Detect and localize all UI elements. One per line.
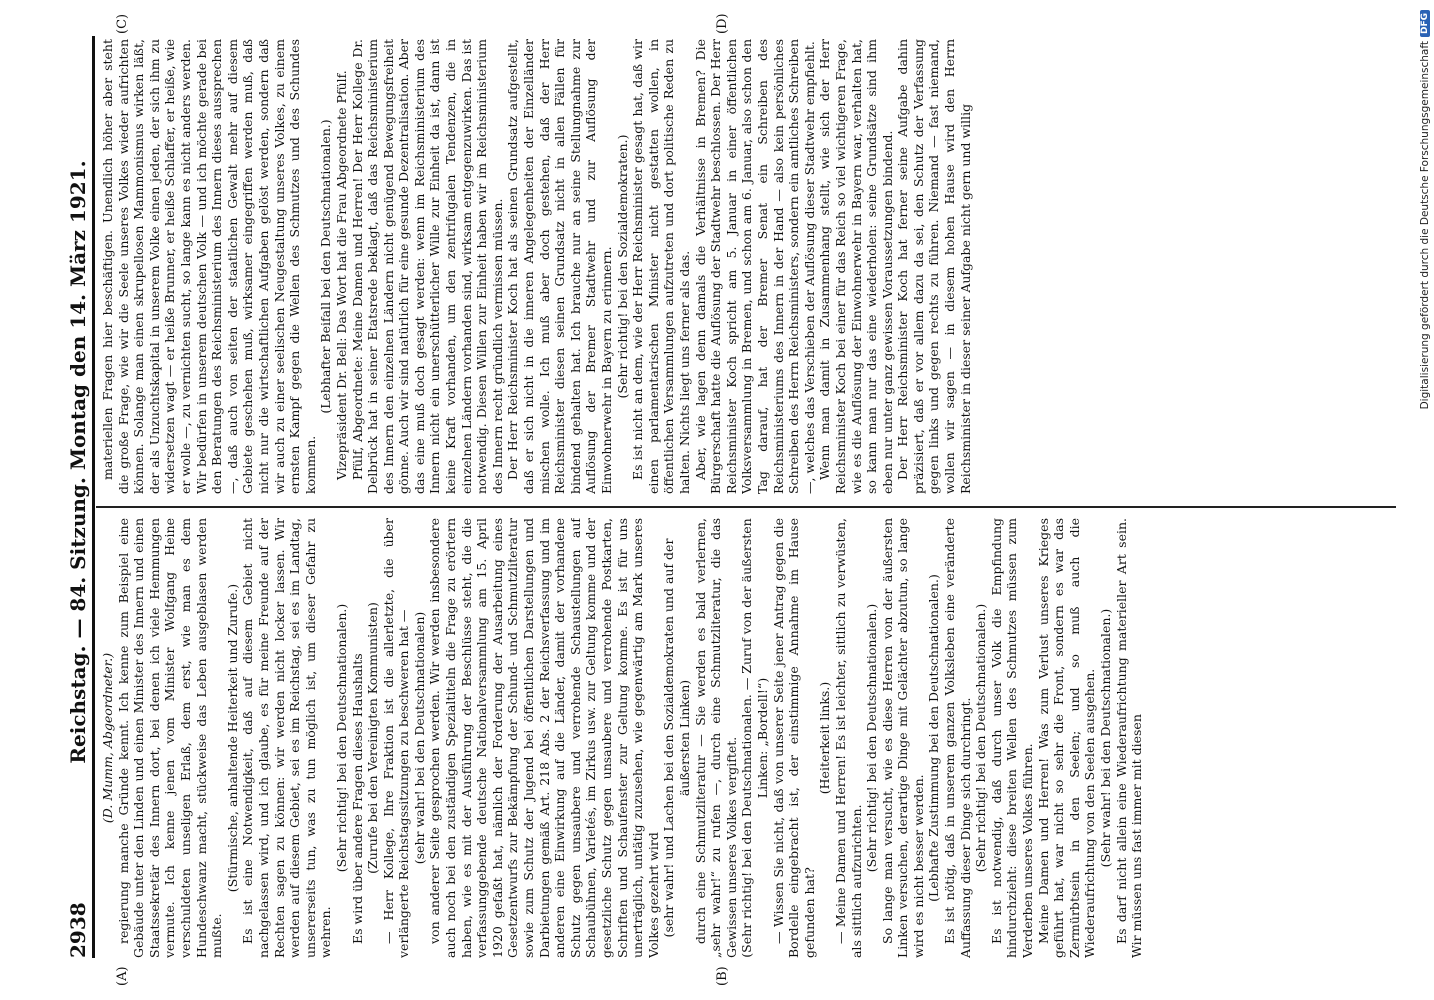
digitization-credit: [1418, 10, 1432, 990]
left-column: [100, 518, 1390, 958]
body-paragraph: Es ist notwendig, daß durch unser Volk die Empfindung hindurchzieht: diese breiten Wellen des Schmutzes müssen zum Verderben unseres Volkes führen.: [988, 518, 1036, 958]
stage-direction: (Lebhafte Zustimmung bei den Deutschnationalen.): [926, 574, 942, 902]
body-paragraph: Es wird über andere Fragen dieses Haushalts: [349, 653, 365, 944]
body-paragraph: So lange man versucht, wie es diese Herren von der äußersten Linken versuchen, derartige Dinge mit Gelächter abzutun, so lange wird es nicht besser werden.: [879, 518, 926, 958]
stage-direction: (Stürmische, anhaltende Heiterkeit und Zurufe.): [224, 583, 240, 893]
column-divider: [96, 506, 1396, 508]
body-paragraph: Der Herr Reichsminister Koch hat ferner seine Aufgabe dahin präzisiert, daß er vor allem dazu da sei, den Schutz der Verfassung gegen links und gegen rechts zu führen. Niemand — fast niemand, wollen wir sagen — in diesem hohen Hause wird den Herrn Reichsminister in dieser seiner Aufgabe nicht gern und willig: [895, 39, 973, 494]
body-paragraph: — Meine Damen und Herren! Es ist leichter, sittlich zu verwüsten, als sittlich aufzurichten.: [832, 518, 864, 958]
stage-direction: (Sehr richtig! bei den Deutschnationalen.): [864, 603, 880, 873]
stage-direction: (Sehr richtig! bei den Deutschnationalen. — Zuruf von der äußersten Linken: „Bordell!“): [739, 518, 770, 958]
body-paragraph: Der Herr Reichsminister Koch hat als seinen Grundsatz aufgestellt, daß er sich nicht in die inneren Angelegenheiten der Einzelländer mischen wolle. Ich muß aber doch gestehen, daß der Herr Reichsminister diesen seinen Grundsatz nicht in allen Fällen für bindend gehalten hat. Ich brauche nur an seine Stellungnahme zur Auflösung der Bremer Stadtwehr und zur Auflösung der Einwohnerwehr in Bayern zu erinnern.: [505, 39, 614, 494]
body-paragraph: Es ist nötig, daß in unserem ganzen Volksleben eine veränderte Auffassung dieser Dinge sich durchringt.: [942, 518, 973, 958]
body-paragraph: Es ist eine Notwendigkeit, daß auf diesem Gebiet nicht nachgelassen wird, und ich glaube, es für meine Freunde auf der Rechten sagen zu können: wir werden nicht locker lassen. Wir werden auf diesem Gebiet, sei es im Reichstag, sei es im Landtag, unsererseits tun, was zu tun möglich ist, um dieser Gefahr zu wehren.: [240, 518, 334, 958]
body-paragraph: Vizepräsident Dr. Bell: Das Wort hat die Frau Abgeordnete Pfülf.: [333, 70, 349, 480]
stage-direction: (sehr wahr! bei den Deutschnationalen): [411, 611, 427, 865]
stage-direction: (D. Mumm, Abgeordneter.): [100, 652, 115, 824]
body-paragraph: — Herr Kollege, Ihre Fraktion ist die allerletzte, die über verlängerte Reichstagssitzungen zu beschweren hat —: [380, 518, 412, 958]
stage-direction: (Lebhafter Beifall bei den Deutschnationalen.): [318, 119, 334, 414]
header-rule: [92, 36, 95, 958]
body-paragraph: Es ist nicht an dem, wie der Herr Reichsminister gesagt hat, daß wir einen parlamentarischen Minister nicht gestatten wollen, in öffentlichen Versammlungen aufzutreten und dort politische Reden zu halten. Nichts liegt uns ferner als das.: [630, 39, 692, 494]
margin-mark-b: (B): [715, 966, 730, 986]
body-paragraph: materiellen Fragen hier beschäftigen. Unendlich höher aber steht die große Frage, wie wir die Seele unseres Volkes wieder aufrichten können. Solange man einen skrupellosen Mammonismus wirken läßt, der als Unzuchtskapital in unserem Volke einen jeden, der sich ihm zu widersetzen wagt — er heiße Brunner, er heiße Schlaffer, er heiße, wie er wolle —, zu vernichten sucht, so lange kann es nicht anders werden. Wir bedürfen in unserem deutschen Volk — und ich möchte gerade bei den Beratungen des Reichsministerium des Innern dieses aussprechen —, daß auch von seiten der staatlichen Gewalt mehr auf diesem Gebiete geschehen muß, wirksamer eingegriffen werden muß, daß nicht nur die wirtschaftlichen Aufgaben gelöst werden, sondern daß wir auch zu einer seelischen Neugestaltung unseres Volkes, zu einem ernsten Kampf gegen die Wellen des Schmutzes und des Schundes kommen.: [100, 39, 318, 494]
stage-direction: (Sehr richtig! bei den Sozialdemokraten.): [614, 134, 630, 399]
right-column: [100, 39, 1390, 494]
margin-mark-d: (D): [715, 13, 730, 34]
page-header: [58, 36, 90, 958]
body-paragraph: Aber, wie lagen denn damals die Verhältnisse in Bremen? Die Bürgerschaft hatte die Auflösung der Stadtwehr beschlossen. Der Herr Reichsminister Koch spricht am 5. Januar in einer öffentlichen Volksversammlung in Bremen, und schon am 6. Januar, also schon den Tag darauf, hat der Bremer Senat ein Schreiben des Reichsministeriums des Innern in der Hand — also kein persönliches Schreiben des Herrn Reichsministers, sondern ein amtliches Schreiben —, welches das Verschieben der Auflösung dieser Stadtwehr empfiehlt.: [692, 39, 817, 494]
credit-text: Digitalisierung gefördert durch die Deutsche Forschungsgemeinschaft: [1419, 41, 1431, 410]
body-paragraph: regierung manche Gründe kennt. Ich kenne zum Beispiel eine Gebäude unter den Linden und einen Minister des Innern und einen Staatssekretär des Innern dort, bei denen ich viele Hemmungen vermute. Ich kenne jenen vom Minister Wolfgang Heine verschuldeten unseligen Erlaß, dem erst, wie man es dem Hundeschwanz macht, stückweise das Leben ausgeblasen werden mußte.: [115, 518, 225, 958]
stage-direction: (Sehr wahr! bei den Deutschnationalen.): [1098, 608, 1113, 868]
body-paragraph: von anderer Seite gesprochen werden. Wir werden insbesondere auch noch bei den zuständigen Spezialtiteln die Frage zu erörtern haben, wie es mit der Ausführung der Beschlüsse steht, die die verfassunggebende deutsche Nationalversammlung am 15. April 1920 gefaßt hat, nämlich der Forderung der Ausarbeitung eines Gesetzentwurfs zur Bekämpfung der Schund- und Schmutzliteratur sowie zum Schutz der Jugend bei öffentlichen Darstellungen und Darbietungen gemäß Art. 218 Abs. 2 der Reichsverfassung und im anderen eine Einwirkung auf die Länder, damit der vorhandene Schutz gegen unsaubere und verrohende Schaustellungen auf Schaubühnen, Varietés, im Zirkus usw. zur Geltung komme und der gesetzliche Schutz gegen unsaubere und verrohende Postkarten, Schriften und Schaufenster zur Geltung komme. Es ist für uns unerträglich, untätig zuzusehen, wie gegenwärtig am Mark unseres Volkes gezehrt wird: [427, 518, 661, 958]
stage-direction: (Sehr richtig! bei den Deutschnationalen.): [333, 603, 349, 873]
margin-mark-c: (C): [115, 13, 130, 34]
stage-direction: (Zurufe bei den Vereinigten Kommunisten): [365, 602, 381, 874]
stage-direction: (Sehr richtig! bei den Deutschnationalen.): [973, 603, 989, 873]
body-paragraph: Es darf nicht allein eine Wiederaufrichtung materieller Art sein. Wir müssen uns fast immer mit diesen: [1113, 518, 1145, 958]
body-paragraph: Pfülf, Abgeordnete: Meine Damen und Herren! Der Herr Kollege Dr. Delbrück hat in seiner Etatsrede beklagt, daß das Reichsministerium des Innern den einzelnen Ländern nicht genügend Bewegungsfreiheit gönne. Auch wir sind natürlich für eine gesunde Dezentralisation. Aber das eine muß doch gesagt werden: wenn im Reichsministerium des Innern nicht ein unerschütterlicher Wille zur Einheit da ist, dann ist keine Kraft vorhanden, um den zentrifugalen Tendenzen, die in einzelnen Ländern vorhanden sind, wirksam entgegenzuwirken. Das ist notwendig. Diesen Willen zur Einheit haben wir im Reichsministerium des Innern recht gründlich vermissen müssen.: [349, 39, 505, 494]
body-paragraph: Wenn man damit in Zusammenhang stellt, wie sich der Herr Reichsminister Koch bei einer für das Reich so viel wichtigeren Frage, wie es die Auflösung der Einwohnerwehr in Bayern war, verhalten hat, so kann man nur das eine wiederholen: seine Grundsätze sind ihm eben nur unter ganz gewissen Voraussetzungen bindend.: [817, 39, 895, 494]
page-title: Reichstag. — 84. Sitzung. Montag den 14. März 1921.: [66, 160, 90, 764]
body-paragraph: durch eine Schmutzliteratur — Sie werden es bald verlernen, „sehr wahr!“ zu rufen —, durch eine Schmutzliteratur, die das Gewissen unseres Volkes vergiftet.: [692, 518, 739, 958]
dfg-logo: DFG: [1420, 10, 1430, 37]
page-number: 2938: [66, 902, 90, 958]
body-paragraph: — Wissen Sie nicht, daß von unserer Seite jener Antrag gegen die Bordelle eingebracht ist, der einstimmige Annahme im Hause gefunden hat?: [770, 518, 817, 958]
body-paragraph: Meine Damen und Herren! Was zum Verlust unseres Krieges geführt hat, war nicht so sehr die Front, sondern es war das Zermürbtsein in den Seelen; und so muß auch die Wiederaufrichtung von den Seelen ausgehen.: [1035, 518, 1098, 958]
stage-direction: (Heiterkeit links.): [817, 681, 833, 795]
stage-direction: (sehr wahr! und Lachen bei den Sozialdemokraten und auf der äußersten Linken): [661, 538, 692, 938]
margin-mark-a: (A): [115, 966, 130, 986]
